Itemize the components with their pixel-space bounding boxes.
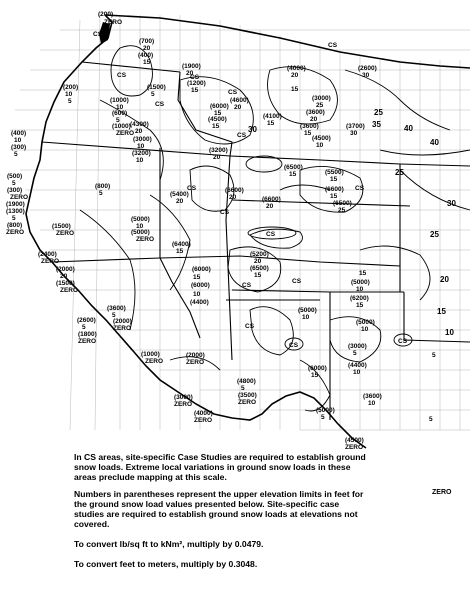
load-value: 10 [356, 286, 364, 293]
load-value: ZERO [60, 287, 79, 294]
elevation-label: (6500) [284, 164, 303, 171]
elevation-label: (6000) [210, 103, 229, 110]
load-contour-values [248, 108, 456, 337]
load-value: 5 [99, 190, 103, 197]
load-value: 5 [429, 416, 433, 423]
county-grid [10, 15, 470, 430]
cs-label: CS [93, 31, 103, 38]
load-value: 15 [214, 110, 222, 117]
cs-label: CS [398, 338, 408, 345]
load-value: ZERO [6, 229, 25, 236]
zero-region-label: ZERO [432, 489, 452, 496]
elevation-label: (6600) [225, 187, 244, 194]
elevation-label: (5000) [131, 229, 150, 236]
elevation-label: (4000) [194, 410, 213, 417]
load-value: 25 [430, 230, 439, 239]
load-value: 15 [330, 193, 338, 200]
elevation-label: (4500) [345, 437, 364, 444]
elevation-label: (1900) [182, 63, 201, 70]
load-value: 20 [291, 72, 299, 79]
load-value: 15 [311, 372, 319, 379]
load-value: 10 [193, 291, 201, 298]
load-value: 30 [447, 199, 456, 208]
elevation-label: (4800) [237, 378, 256, 385]
load-value: 20 [176, 198, 184, 205]
load-value: 15 [437, 307, 446, 316]
elevation-label: (6000) [308, 365, 327, 372]
elevation-label: (1000) [110, 97, 129, 104]
elevation-label: (1300) [6, 208, 25, 215]
elevation-label: (3600) [363, 393, 382, 400]
elevation-label: (1000) [112, 123, 131, 130]
load-value: ZERO [113, 325, 132, 332]
elevation-label: (1000) [141, 351, 160, 358]
load-value: 20 [186, 70, 194, 77]
map-notes [74, 452, 366, 576]
load-value: 5 [151, 91, 155, 98]
load-value: 15 [193, 274, 201, 281]
load-value: 25 [395, 168, 404, 177]
elevation-label: (2000) [113, 318, 132, 325]
cs-label: CS [220, 209, 230, 216]
load-value: 15 [267, 120, 275, 127]
elevation-label: (5000) [131, 216, 150, 223]
load-value: ZERO [41, 258, 60, 265]
load-value: 25 [338, 207, 346, 214]
elevation-label: (1200) [187, 80, 206, 87]
cs-label: CS [245, 323, 255, 330]
load-value: 20 [143, 45, 151, 52]
elevation-label: (6200) [350, 295, 369, 302]
elevation-label: (6400) [172, 241, 191, 248]
elevation-label: (5000) [298, 307, 317, 314]
load-value: ZERO [104, 19, 123, 26]
elevation-label: (4000) [287, 65, 306, 72]
load-value: ZERO [186, 359, 205, 366]
load-value: 5 [353, 350, 357, 357]
cs-note: In CS areas, site-specific Case Studies are required to establish ground snow loads. Extreme local variations in ground snow loads in these areas preclude mapping at this scale. [74, 452, 366, 482]
elevation-label: (3600) [300, 123, 319, 130]
load-value: 10 [361, 326, 369, 333]
load-value: 30 [248, 125, 257, 134]
elevation-label: (5000) [351, 279, 370, 286]
elevation-label: (6600) [262, 196, 281, 203]
elevation-label: (1500) [147, 84, 166, 91]
load-value: 25 [374, 108, 383, 117]
elevation-label: (1900) [6, 201, 25, 208]
cs-label: CS [237, 132, 247, 139]
load-conversion-note: To convert lb/sq ft to kNm², multiply by 0.0479. [74, 539, 264, 549]
elevation-label: (4300) [130, 121, 149, 128]
load-value: 5 [68, 98, 72, 105]
feet-conversion-note: To convert feet to meters, multiply by 0.3048. [74, 559, 258, 569]
elevation-label: (300) [7, 187, 23, 194]
load-value: ZERO [194, 417, 213, 424]
load-value: 20 [266, 203, 274, 210]
load-value: 10 [14, 137, 22, 144]
elevation-label: (5400) [170, 191, 189, 198]
cs-label: CS [155, 101, 165, 108]
load-value: 10 [136, 157, 144, 164]
load-value: 10 [368, 400, 376, 407]
elevation-label: (6000) [192, 266, 211, 273]
elevation-label: (3600) [306, 109, 325, 116]
load-value: ZERO [78, 338, 97, 345]
load-value: 20 [229, 194, 237, 201]
elevation-label: (2600) [358, 65, 377, 72]
load-value: 10 [137, 143, 145, 150]
load-value: ZERO [145, 358, 164, 365]
elevation-label: (400) [11, 130, 27, 137]
load-value: 20 [135, 128, 143, 135]
load-value: ZERO [345, 444, 364, 450]
load-value: 15 [304, 130, 312, 137]
elevation-label: (4500) [312, 135, 331, 142]
load-value: 15 [330, 176, 338, 183]
load-value: 15 [291, 86, 299, 93]
elevation-label: (3000) [133, 136, 152, 143]
load-value: 5 [112, 312, 116, 319]
elevation-label: (3000) [174, 394, 193, 401]
elevation-label: (3000) [312, 95, 331, 102]
load-value: 10 [136, 223, 144, 230]
elevation-label: (2000) [186, 352, 205, 359]
elevation-label: (5200) [250, 251, 269, 258]
elevation-label: (2400) [38, 251, 57, 258]
load-value: 10 [445, 328, 454, 337]
load-value: 5 [321, 414, 325, 421]
load-value: 20 [60, 273, 68, 280]
load-value: 20 [310, 116, 318, 123]
load-value: 20 [440, 275, 449, 284]
elevation-label: (3200) [132, 150, 151, 157]
elevation-label: (3600) [107, 305, 126, 312]
load-value: 25 [316, 102, 324, 109]
elevation-note: Numbers in parentheses represent the upper elevation limits in feet for the ground snow load values presented below. Site-specific case studies are required to establish ground snow loads at elevations not covered. [74, 489, 364, 529]
load-value: 30 [362, 72, 370, 79]
elevation-label: (5500) [325, 169, 344, 176]
load-value: 15 [143, 59, 151, 66]
load-value: 10 [116, 104, 124, 111]
cs-label: CS [289, 342, 299, 349]
elevation-label: (3000) [348, 343, 367, 350]
load-value: 30 [350, 130, 358, 137]
cs-label: CS [242, 282, 252, 289]
load-value: ZERO [10, 194, 29, 201]
elevation-label: (200) [63, 84, 79, 91]
load-value: 5 [14, 151, 18, 158]
elevation-label: (4600) [230, 97, 249, 104]
elevation-label: (400) [138, 52, 154, 59]
load-value: ZERO [136, 236, 155, 243]
northern-border [105, 15, 470, 68]
elevation-label: (3700) [346, 123, 365, 130]
cs-label: CS [117, 72, 127, 79]
elevation-label: (5000) [316, 407, 335, 414]
load-value: ZERO [238, 399, 257, 406]
elevation-label: (1500) [56, 280, 75, 287]
load-value: 15 [191, 87, 199, 94]
cs-label: CS [228, 89, 238, 96]
load-value: 15 [254, 272, 262, 279]
elevation-label: (6500) [333, 200, 352, 207]
elevation-label: (200) [98, 11, 114, 18]
load-value: 40 [430, 138, 439, 147]
load-value: 15 [289, 171, 297, 178]
load-value: 10 [316, 142, 324, 149]
elevation-label: (3200) [209, 147, 228, 154]
cs-label: CS [292, 278, 302, 285]
load-value: 5 [432, 352, 436, 359]
elevation-label: (6500) [250, 265, 269, 272]
load-value: 5 [116, 117, 120, 124]
elevation-label: (4400) [190, 299, 209, 306]
elevation-label: (1800) [78, 331, 97, 338]
load-value: 20 [254, 258, 262, 265]
load-value: ZERO [174, 401, 193, 408]
elevation-label: (500) [7, 173, 23, 180]
load-value: 35 [372, 120, 381, 129]
load-value: ZERO [116, 130, 135, 137]
elevation-label: (6000) [191, 282, 210, 289]
load-value: 10 [65, 91, 73, 98]
elevation-label: (6600) [325, 186, 344, 193]
elevation-label: (5000) [356, 319, 375, 326]
elevation-label: (700) [139, 38, 155, 45]
elevation-label: (2000) [56, 266, 75, 273]
load-value: 15 [212, 123, 220, 130]
elevation-label: (4500) [208, 116, 227, 123]
elevation-labels [6, 11, 436, 450]
cs-label: CS [355, 185, 365, 192]
load-value: 15 [176, 248, 184, 255]
elevation-label: (3500) [238, 392, 257, 399]
elevation-label: (1500) [52, 223, 71, 230]
cs-label: CS [190, 74, 200, 81]
load-value: 5 [82, 324, 86, 331]
load-value: 20 [213, 154, 221, 161]
load-value: 20 [234, 104, 242, 111]
load-value: 15 [356, 302, 364, 309]
elevation-label: (800) [95, 183, 111, 190]
cs-label: CS [328, 42, 338, 49]
elevation-label: (600) [112, 110, 128, 117]
load-value: 5 [12, 180, 16, 187]
cs-label: CS [187, 185, 197, 192]
load-value: ZERO [56, 230, 75, 237]
elevation-label: (4100) [263, 113, 282, 120]
elevation-label: (4400) [348, 362, 367, 369]
elevation-label: (300) [11, 144, 27, 151]
load-value: 15 [359, 270, 367, 277]
elevation-label: (2600) [77, 317, 96, 324]
load-value: 10 [302, 314, 310, 321]
load-value: 5 [241, 385, 245, 392]
elevation-label: (800) [7, 222, 23, 229]
load-value: 10 [353, 369, 361, 376]
cs-label: CS [266, 231, 276, 238]
load-value: 5 [12, 215, 16, 222]
load-value: 40 [404, 124, 413, 133]
